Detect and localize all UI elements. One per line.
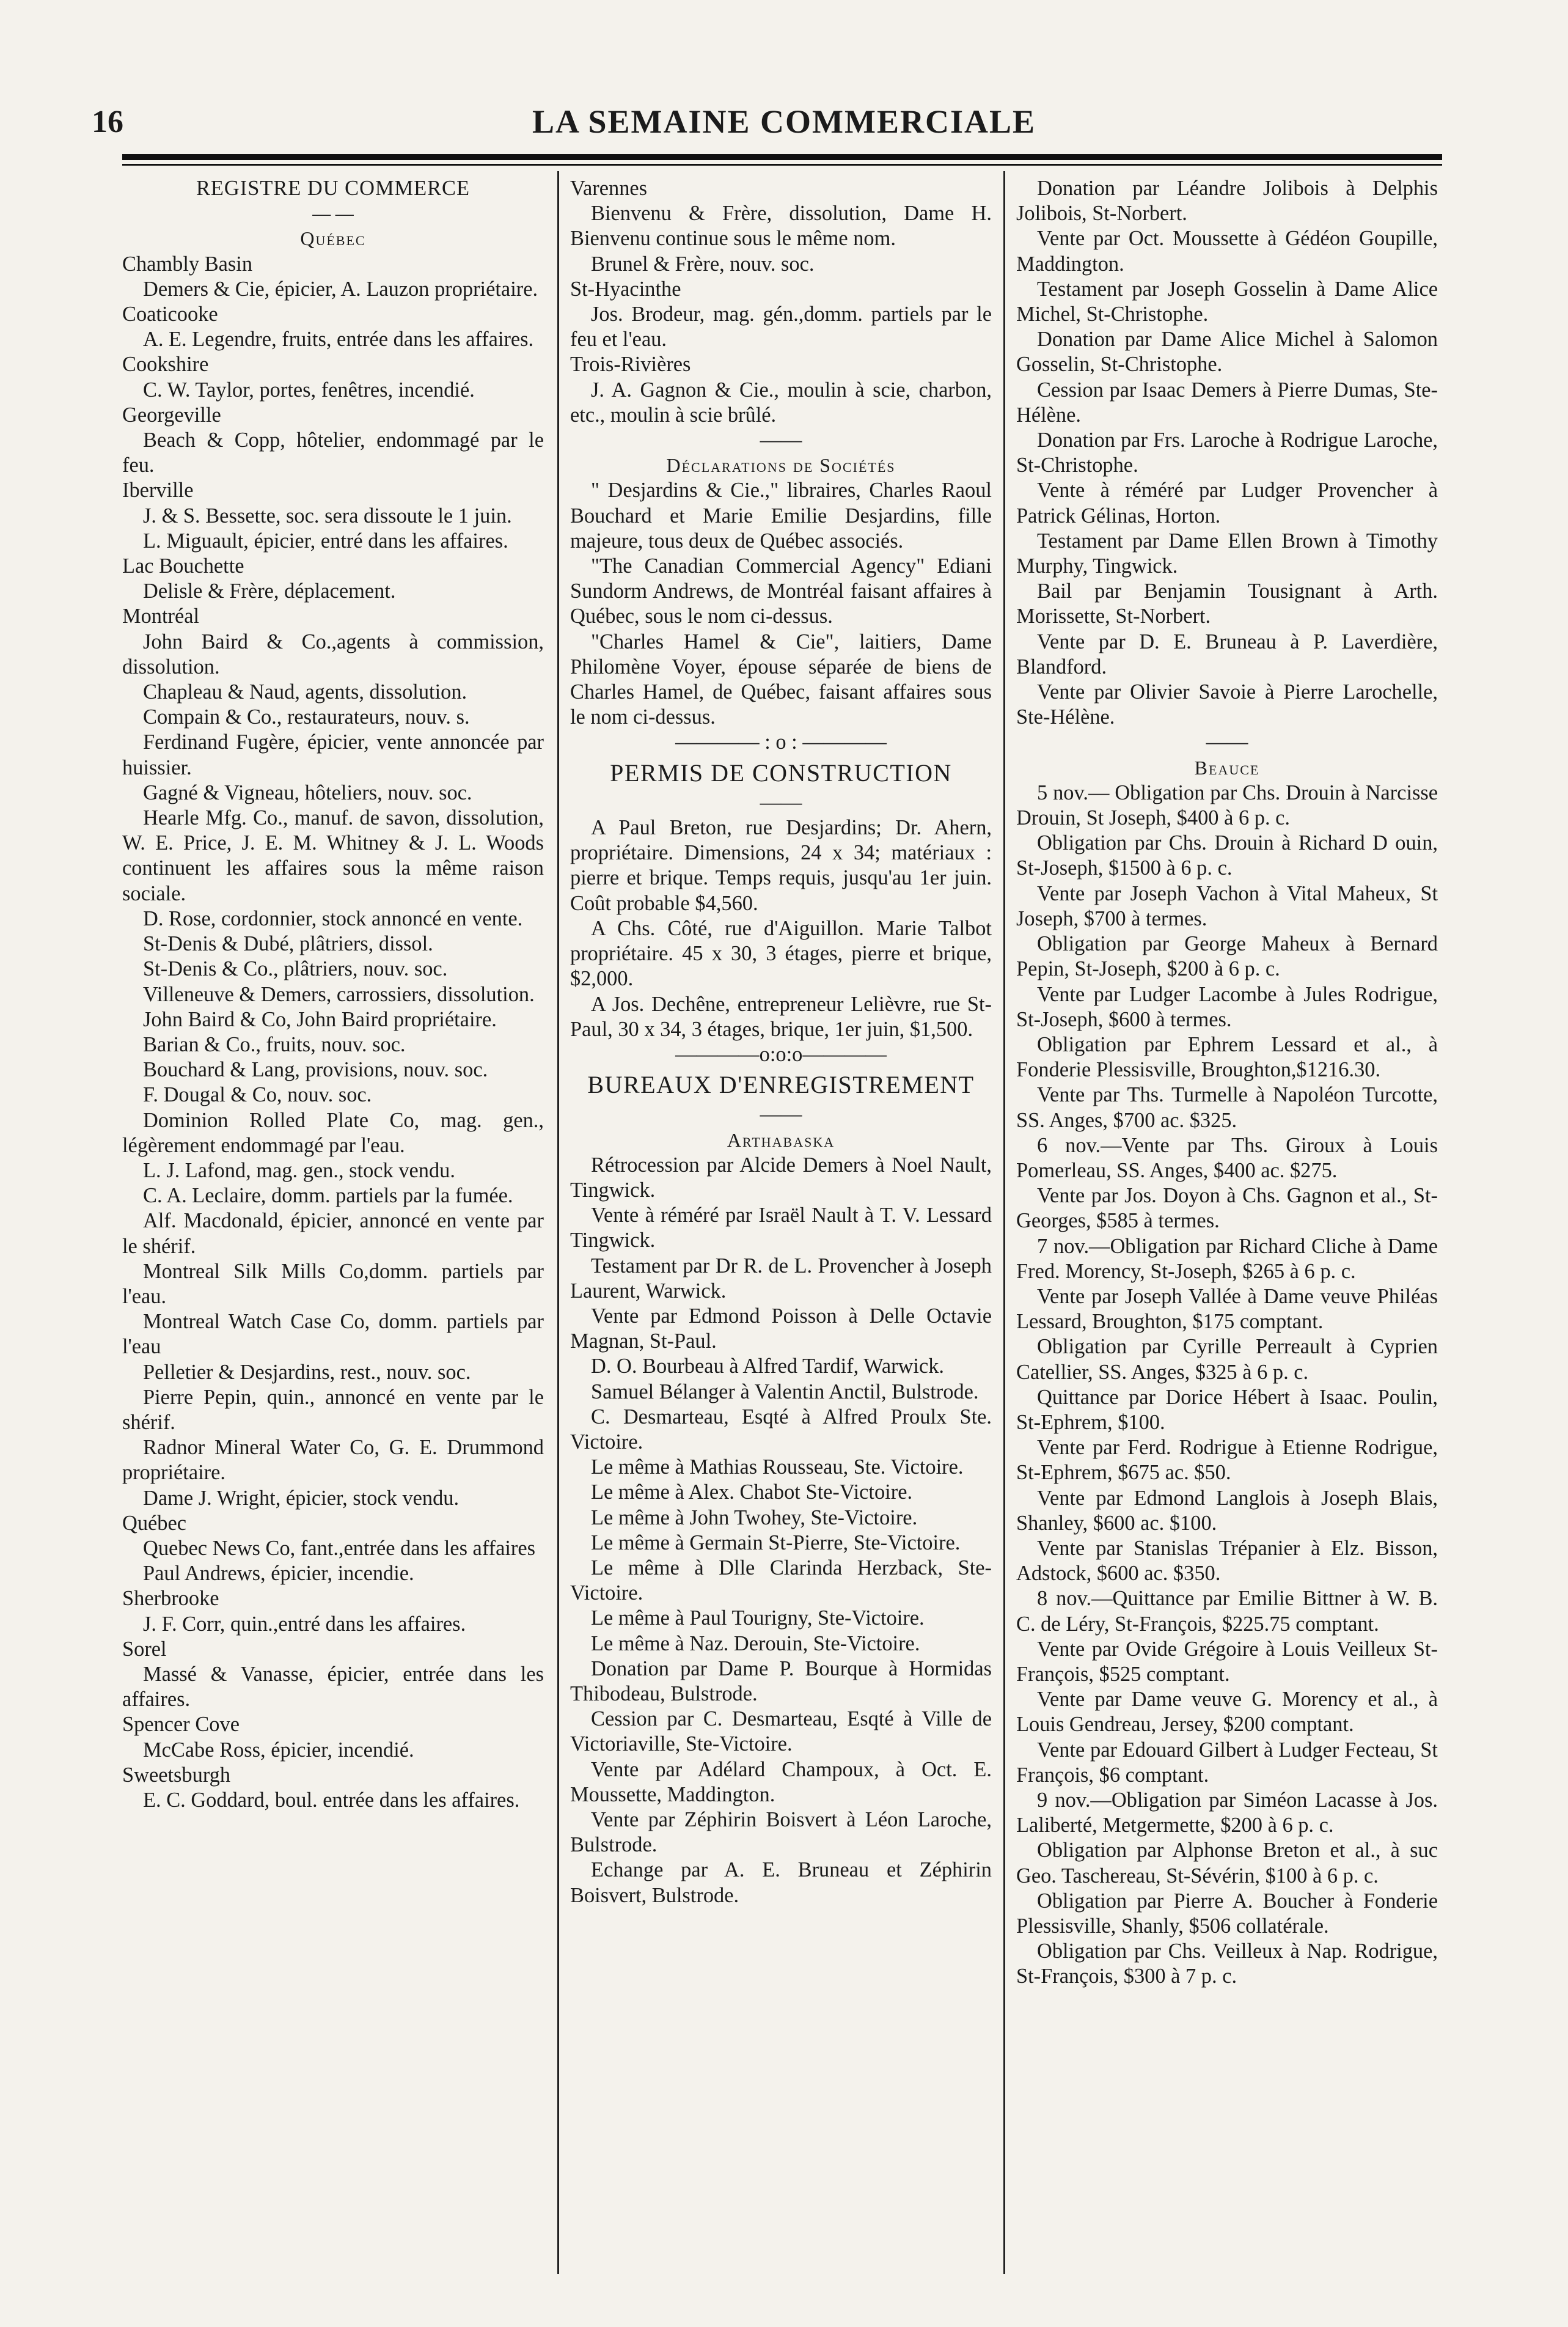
entry-text: Quebec News Co, fant.,entrée dans les affaires <box>143 1536 536 1560</box>
entry-text: Rétrocession par Alcide Demers à Noel Nault, Tingwick. <box>570 1153 992 1202</box>
entry-text: Obligation par Cyrille Perreault à Cyprien Catellier, SS. Anges, $325 à 6 p. c. <box>1016 1335 1438 1384</box>
entry-text: 8 nov.—Quittance par Emilie Bittner à W. B. C. de Léry, St-François, $225.75 comptant. <box>1016 1587 1438 1636</box>
entry-text: C. Desmarteau, Esqté à Alfred Proulx Ste. Victoire. <box>570 1405 992 1454</box>
entry-text: Vente par Stanislas Trépanier à Elz. Bisson, Adstock, $600 ac. $350. <box>1016 1536 1438 1586</box>
entry-text: Delisle & Frère, déplacement. <box>143 579 396 603</box>
entry-text: F. Dougal & Co, nouv. soc. <box>143 1083 372 1107</box>
place-name: St-Hyacinthe <box>570 277 681 301</box>
section-heading: REGISTRE DU COMMERCE <box>196 177 470 200</box>
entry-text: 5 nov.— Obligation par Chs. Drouin à Narcisse Drouin, St Joseph, $400 à 6 p. c. <box>1016 781 1438 830</box>
entry-text: Le même à Alex. Chabot Ste-Victoire. <box>591 1480 913 1504</box>
entry-text: John Baird & Co, John Baird propriétaire. <box>143 1007 497 1031</box>
entry-text: Obligation par Ephrem Lessard et al., à Fonderie Plessisville, Broughton,$1216.30. <box>1016 1032 1438 1082</box>
subsection-heading: Déclarations de Sociétés <box>666 454 896 477</box>
entry-text: Dame J. Wright, épicier, stock vendu. <box>143 1486 460 1510</box>
entry-text: Compain & Co., restaurateurs, nouv. s. <box>143 705 470 729</box>
column-left <box>122 176 544 2279</box>
entry-text: Barian & Co., fruits, nouv. soc. <box>143 1032 406 1056</box>
section-heading: PERMIS DE CONSTRUCTION <box>610 759 952 787</box>
entry-text: Pierre Pepin, quin., annoncé en vente par le shérif. <box>122 1385 544 1434</box>
divider: ———— : o : ———— <box>675 730 887 754</box>
entry-text: Vente par D. E. Bruneau à P. Laverdière, Blandford. <box>1016 630 1438 678</box>
entry-text: Vente par Ludger Lacombe à Jules Rodrigue, St-Joseph, $600 à termes. <box>1016 982 1438 1031</box>
entry-text: Le même à Germain St-Pierre, Ste-Victoire. <box>591 1531 961 1554</box>
entry-text: Vente par Edmond Langlois à Joseph Blais, Shanley, $600 ac. $100. <box>1016 1486 1438 1535</box>
entry-text: Montreal Watch Case Co, domm. partiels par l'eau <box>122 1310 544 1359</box>
entry-text: Le même à Paul Tourigny, Ste-Victoire. <box>591 1606 925 1630</box>
entry-text: Alf. Macdonald, épicier, annoncé en vente par le shérif. <box>122 1209 544 1258</box>
place-name: Chambly Basin <box>122 252 253 276</box>
entry-text: Massé & Vanasse, épicier, entrée dans les affaires. <box>122 1662 544 1711</box>
entry-text: Testament par Dr R. de L. Provencher à Joseph Laurent, Warwick. <box>570 1254 992 1303</box>
page-title: LA SEMAINE COMMERCIALE <box>532 103 1036 140</box>
entry-text: Vente par Ths. Turmelle à Napoléon Turcotte, SS. Anges, $700 ac. $325. <box>1016 1083 1438 1132</box>
entry-text: Pelletier & Desjardins, rest., nouv. soc. <box>143 1360 471 1384</box>
entry-text: Bouchard & Lang, provisions, nouv. soc. <box>143 1058 488 1082</box>
entry-text: Vente par Zéphirin Boisvert à Léon Laroche, Bulstrode. <box>570 1808 992 1857</box>
subsection-heading: Arthabaska <box>727 1128 835 1151</box>
place-name: Cookshire <box>122 353 209 377</box>
entry-text: J. F. Corr, quin.,entré dans les affaires. <box>143 1612 466 1636</box>
entry-text: Cession par Isaac Demers à Pierre Dumas, Ste-Hélène. <box>1016 378 1438 427</box>
entry-text: Dominion Rolled Plate Co, mag. gen., légèrement endommagé par l'eau. <box>122 1108 544 1157</box>
header-rule-thick <box>122 154 1442 160</box>
entry-text: Bienvenu & Frère, dissolution, Dame H. Bienvenu continue sous le même nom. <box>570 202 992 251</box>
entry-text: L. J. Lafond, mag. gen., stock vendu. <box>143 1158 455 1182</box>
entry-text: "Charles Hamel & Cie", laitiers, Dame Philomène Voyer, épouse séparée de biens de Charles Hamel, de Québec, faisant affaires sous le nom ci-dessus. <box>570 630 992 729</box>
entry-text: Obligation par Chs. Drouin à Richard D ouin, St-Joseph, $1500 à 6 p. c. <box>1016 831 1438 880</box>
place-name: Iberville <box>122 479 194 502</box>
column-right <box>1016 176 1438 2279</box>
entry-text: Quittance par Dorice Hébert à Isaac. Poulin, St-Ephrem, $100. <box>1016 1385 1438 1434</box>
divider: —— <box>760 428 802 452</box>
entry-text: Donation par Dame P. Bourque à Hormidas Thibodeau, Bulstrode. <box>570 1656 992 1705</box>
entry-text: Donation par Dame Alice Michel à Salomon Gosselin, St-Christophe. <box>1016 328 1438 377</box>
entry-text: Vente par Edmond Poisson à Delle Octavie Magnan, St-Paul. <box>570 1304 992 1353</box>
entry-text: Vente par Adélard Champoux, à Oct. E. Moussette, Maddington. <box>570 1757 992 1806</box>
entry-text: Obligation par Alphonse Breton et al., à suc Geo. Taschereau, St-Sévérin, $100 à 6 p. c. <box>1016 1839 1438 1888</box>
entry-text: A Jos. Dechêne, entrepreneur Lelièvre, rue St-Paul, 30 x 34, 3 étages, brique, 1er juin, $1,500. <box>570 992 992 1041</box>
place-name: Varennes <box>570 177 648 200</box>
page-number: 16 <box>92 105 123 139</box>
entry-text: Demers & Cie, épicier, A. Lauzon propriétaire. <box>143 277 538 301</box>
entry-text: Vente par Olivier Savoie à Pierre Larochelle, Ste-Hélène. <box>1016 680 1438 729</box>
entry-text: Brunel & Frère, nouv. soc. <box>591 252 815 276</box>
entry-text: A Paul Breton, rue Desjardins; Dr. Ahern, propriétaire. Dimensions, 24 x 34; matériaux : pierre et brique. Temps requis, jusqu'au 1er juin. Coût probable $4,560. <box>570 816 992 915</box>
place-name: Georgeville <box>122 403 221 427</box>
entry-text: Testament par Dame Ellen Brown à Timothy Murphy, Tingwick. <box>1016 529 1438 578</box>
entry-text: D. O. Bourbeau à Alfred Tardif, Warwick. <box>591 1355 945 1378</box>
divider: ————o:o:o———— <box>675 1042 887 1066</box>
entry-text: Vente par Oct. Moussette à Gédéon Goupille, Maddington. <box>1016 227 1438 276</box>
entry-text: Paul Andrews, épicier, incendie. <box>143 1562 414 1586</box>
column-middle <box>570 176 992 2279</box>
entry-text: Vente par Ovide Grégoire à Louis Veilleux St-François, $525 comptant. <box>1016 1637 1438 1686</box>
entry-text: Le même à Naz. Derouin, Ste-Victoire. <box>591 1631 920 1655</box>
column-divider <box>1003 171 1005 2274</box>
entry-text: 6 nov.—Vente par Ths. Giroux à Louis Pomerleau, SS. Anges, $400 ac. $275. <box>1016 1133 1438 1182</box>
entry-text: 7 nov.—Obligation par Richard Cliche à Dame Fred. Morency, St-Joseph, $265 à 6 p. c. <box>1016 1234 1438 1283</box>
entry-text: Vente par Edouard Gilbert à Ludger Fecteau, St François, $6 comptant. <box>1016 1738 1438 1787</box>
entry-text: Vente par Jos. Doyon à Chs. Gagnon et al., St-Georges, $585 à termes. <box>1016 1184 1438 1233</box>
entry-text: McCabe Ross, épicier, incendié. <box>143 1738 414 1762</box>
entry-text: E. C. Goddard, boul. entrée dans les affaires. <box>143 1788 520 1812</box>
subsection-heading: Beauce <box>1194 756 1260 779</box>
place-name: Québec <box>122 1511 187 1535</box>
entry-text: Vente à réméré par Ludger Provencher à Patrick Gélinas, Horton. <box>1016 479 1438 528</box>
entry-text: A Chs. Côté, rue d'Aiguillon. Marie Talbot propriétaire. 45 x 30, 3 étages, pierre et brique, $2,000. <box>570 916 992 991</box>
entry-text: Ferdinand Fugère, épicier, vente annoncée par huissier. <box>122 730 544 779</box>
entry-text: Jos. Brodeur, mag. gén.,domm. partiels par le feu et l'eau. <box>570 303 992 351</box>
divider: — — <box>312 204 354 224</box>
entry-text: Chapleau & Naud, agents, dissolution. <box>143 680 467 704</box>
entry-text: C. A. Leclaire, domm. partiels par la fumée. <box>143 1184 513 1208</box>
entry-text: "The Canadian Commercial Agency" Ediani Sundorm Andrews, de Montréal faisant affaires à Québec, sous le nom ci-dessus. <box>570 554 992 628</box>
entry-text: Donation par Frs. Laroche à Rodrigue Laroche, St-Christophe. <box>1016 428 1438 477</box>
entry-text: Le même à John Twohey, Ste-Victoire. <box>591 1505 918 1529</box>
entry-text: Vente par Joseph Vallée à Dame veuve Philéas Lessard, Broughton, $175 comptant. <box>1016 1284 1438 1334</box>
entry-text: Testament par Joseph Gosselin à Dame Alice Michel, St-Christophe. <box>1016 277 1438 326</box>
entry-text: Le même à Mathias Rousseau, Ste. Victoire. <box>591 1455 964 1479</box>
entry-text: Vente par Dame veuve G. Morency et al., à Louis Gendreau, Jersey, $200 comptant. <box>1016 1688 1438 1737</box>
entry-text: Obligation par George Maheux à Bernard Pepin, St-Joseph, $200 à 6 p. c. <box>1016 932 1438 981</box>
entry-text: Donation par Léandre Jolibois à Delphis Jolibois, St-Norbert. <box>1016 177 1438 226</box>
entry-text: St-Denis & Dubé, plâtriers, dissol. <box>143 932 433 956</box>
place-name: Montréal <box>122 605 200 628</box>
section-heading: BUREAUX D'ENREGISTREMENT <box>587 1071 975 1099</box>
entry-text: Obligation par Chs. Veilleux à Nap. Rodrigue, St-François, $300 à 7 p. c. <box>1016 1939 1438 1988</box>
entry-text: Vente à réméré par Israël Nault à T. V. Lessard Tingwick. <box>570 1204 992 1252</box>
entry-text: Villeneuve & Demers, carrossiers, dissolution. <box>143 982 535 1006</box>
subsection-heading: Québec <box>300 227 366 250</box>
entry-text: C. W. Taylor, portes, fenêtres, incendié. <box>143 378 475 402</box>
divider: —— <box>760 790 802 814</box>
entry-text: Beach & Copp, hôtelier, endommagé par le feu. <box>122 428 544 477</box>
entry-text: Samuel Bélanger à Valentin Anctil, Bulstrode. <box>591 1380 979 1403</box>
divider: —— <box>760 1103 802 1127</box>
entry-text: " Desjardins & Cie.," libraires, Charles Raoul Bouchard et Marie Emilie Desjardins, fille majeure, tous deux de Québec associés. <box>570 479 992 553</box>
header-rule-thin <box>122 164 1442 166</box>
entry-text: 9 nov.—Obligation par Siméon Lacasse à Jos. Laliberté, Metgermette, $200 à 6 p. c. <box>1016 1788 1438 1837</box>
entry-text: Obligation par Pierre A. Boucher à Fonderie Plessisville, Shanly, $506 collatérale. <box>1016 1889 1438 1938</box>
entry-text: Echange par A. E. Bruneau et Zéphirin Boisvert, Bulstrode. <box>570 1858 992 1907</box>
place-name: Sherbrooke <box>122 1587 219 1611</box>
place-name: Trois-Rivières <box>570 353 691 377</box>
place-name: Sorel <box>122 1637 167 1661</box>
entry-text: St-Denis & Co., plâtriers, nouv. soc. <box>143 957 448 981</box>
place-name: Spencer Cove <box>122 1713 240 1737</box>
place-name: Coaticooke <box>122 303 218 326</box>
entry-text: L. Miguault, épicier, entré dans les affaires. <box>143 529 508 553</box>
entry-text: Bail par Benjamin Tousignant à Arth. Morissette, St-Norbert. <box>1016 579 1438 628</box>
divider: —— <box>1206 730 1248 754</box>
entry-text: Cession par C. Desmarteau, Esqté à Ville de Victoriaville, Ste-Victoire. <box>570 1707 992 1756</box>
entry-text: D. Rose, cordonnier, stock annoncé en vente. <box>143 906 523 930</box>
place-name: Sweetsburgh <box>122 1763 231 1787</box>
place-name: Lac Bouchette <box>122 554 244 578</box>
entry-text: Radnor Mineral Water Co, G. E. Drummond propriétaire. <box>122 1436 544 1485</box>
entry-text: Gagné & Vigneau, hôteliers, nouv. soc. <box>143 781 472 804</box>
entry-text: Hearle Mfg. Co., manuf. de savon, dissolution, W. E. Price, J. E. M. Whitney & J. L. Woods continuent les affaires sous la même raison sociale. <box>122 806 544 905</box>
entry-text: Le même à Dlle Clarinda Herzback, Ste-Victoire. <box>570 1556 992 1605</box>
entry-text: Vente par Joseph Vachon à Vital Maheux, St Joseph, $700 à termes. <box>1016 881 1438 930</box>
entry-text: Montreal Silk Mills Co,domm. partiels par l'eau. <box>122 1259 544 1308</box>
entry-text: J. & S. Bessette, soc. sera dissoute le 1 juin. <box>143 504 512 528</box>
entry-text: A. E. Legendre, fruits, entrée dans les affaires. <box>143 328 534 351</box>
entry-text: J. A. Gagnon & Cie., moulin à scie, charbon, etc., moulin à scie brûlé. <box>570 378 992 427</box>
entry-text: John Baird & Co.,agents à commission, dissolution. <box>122 630 544 678</box>
entry-text: Vente par Ferd. Rodrigue à Etienne Rodrigue, St-Ephrem, $675 ac. $50. <box>1016 1436 1438 1485</box>
column-divider <box>557 171 559 2274</box>
